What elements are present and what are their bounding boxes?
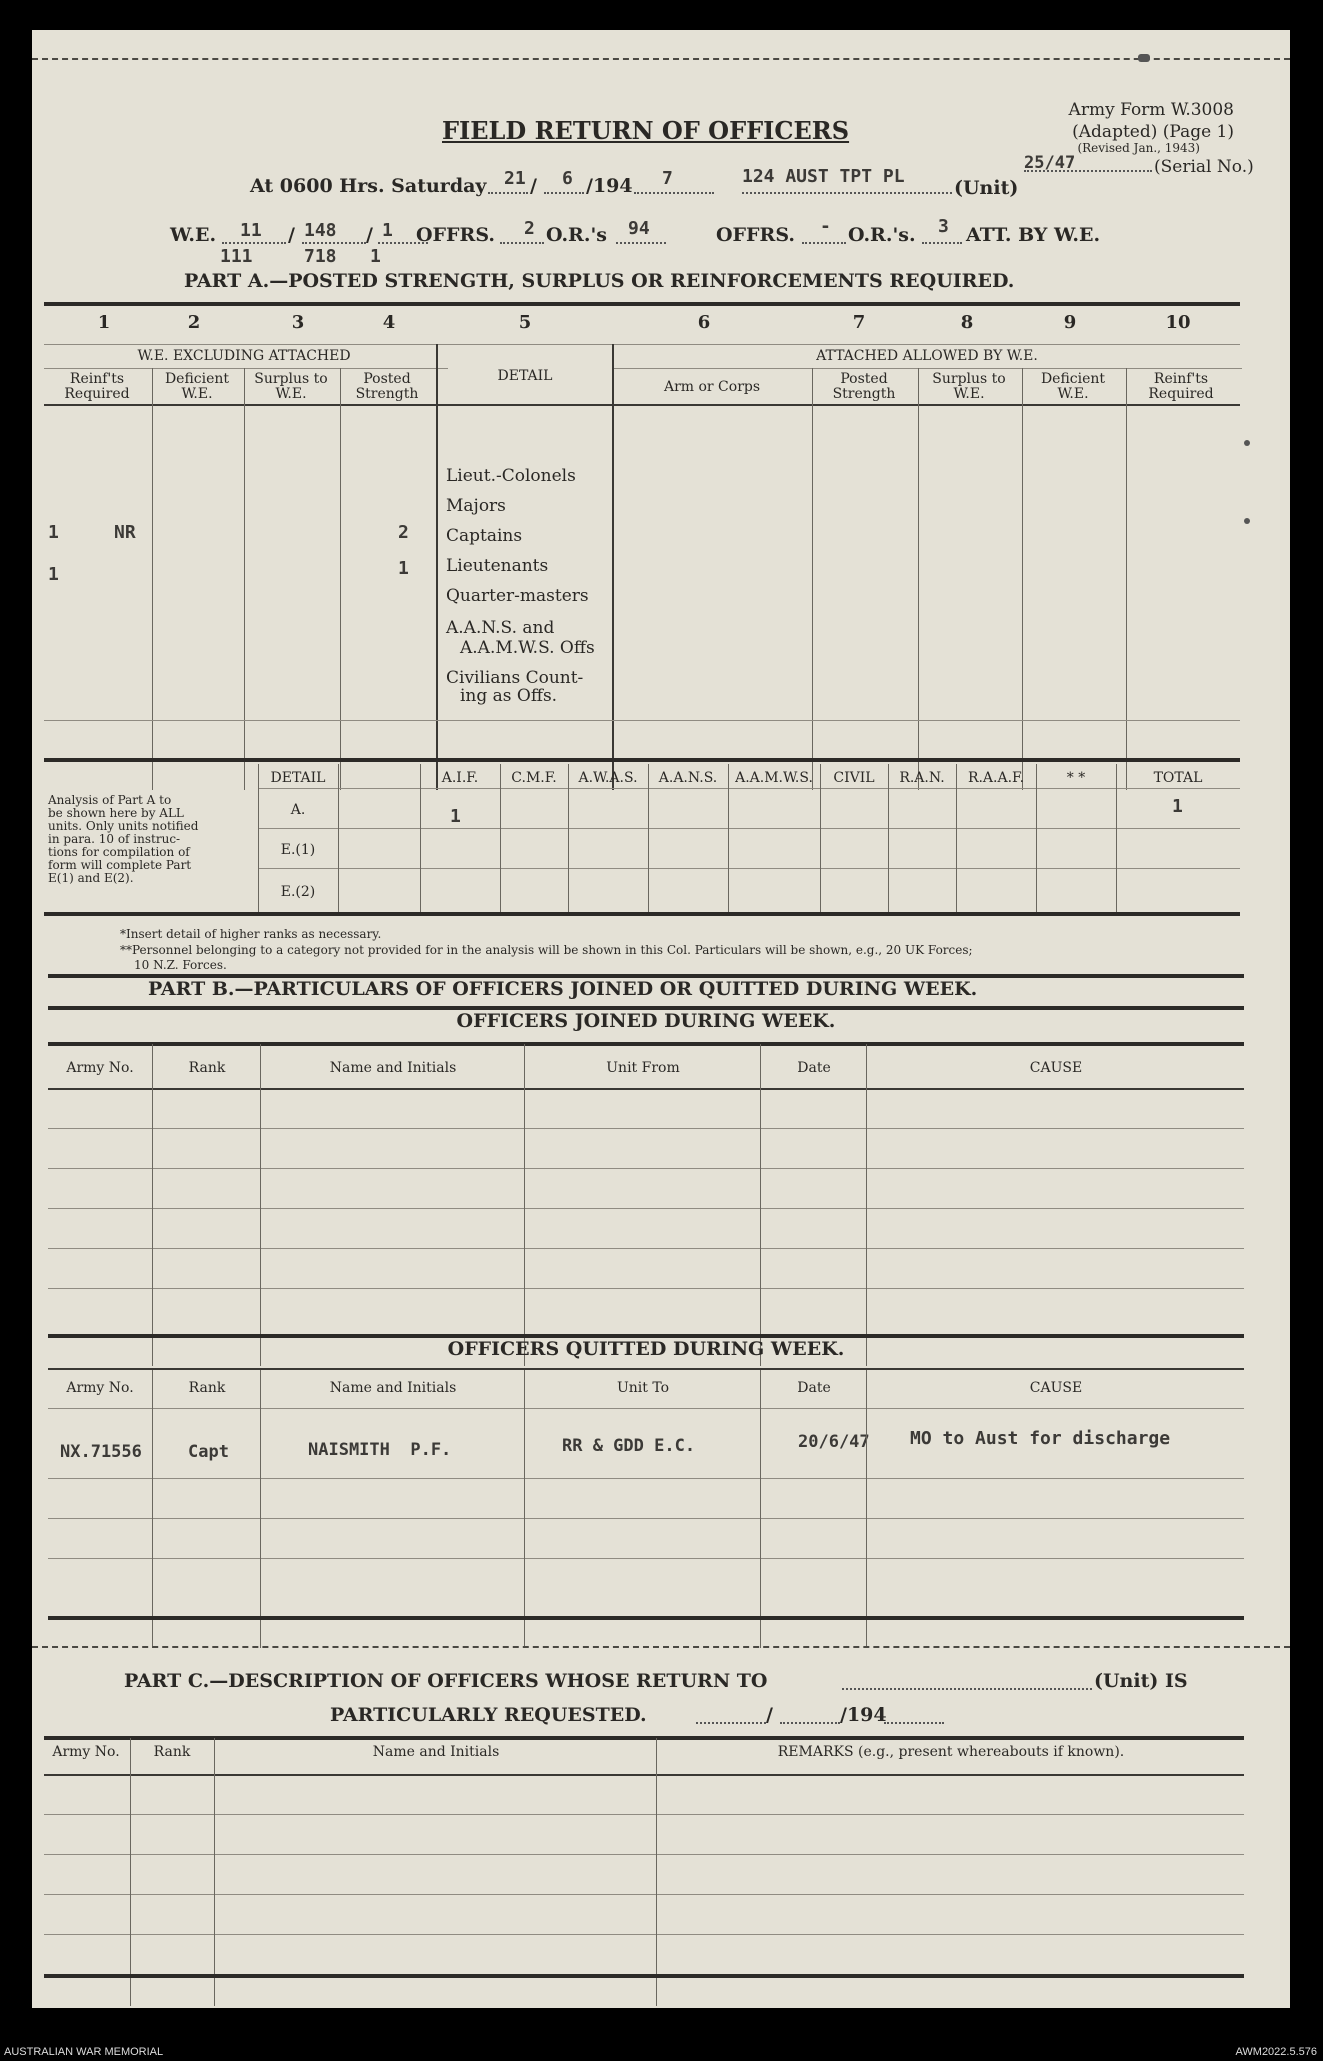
part-a-title: PART A.—POSTED STRENGTH, SURPLUS OR REINFORCEMENTS REQUIRED.: [184, 270, 1015, 292]
middle-perforation: [32, 1646, 1290, 1648]
quitted-date: 20/6/47: [798, 1432, 870, 1452]
part-c-title-c: PARTICULARLY REQUESTED.: [330, 1704, 647, 1726]
year-dots: [634, 176, 714, 194]
ors-value: 94: [628, 218, 650, 239]
punch-hole-2: [1244, 518, 1250, 524]
quitted-title: OFFICERS QUITTED DURING WEEK.: [447, 1338, 845, 1360]
we-sub1: 111: [220, 246, 253, 267]
lieutenants-posted: 1: [398, 558, 409, 579]
quitted-army-no: NX.71556: [60, 1442, 142, 1462]
form-page: Army Form W.3008 (Adapted) (Page 1) (Revised Jan., 1943) 25/47 (Serial No.) FIELD RETURN OF OFFICERS At 0600 Hrs. Saturday 21 / 6 /194 7 124 AUST TPT PL (Unit) W.E. 11 / 148 / 1 111 718 1 OFFRS. 2 O.R.'s 94 OFFRS. - O.R.'s. 3 ATT. BY W.E. PART A.—POSTED STRENGTH, SURPLUS OR REINFORCEMENTS REQUIRED. 1 2 3 4 5 6 7 8 9 10 W.E. EXCLUDING ATTACHED ATTACHED ALLOWED BY W.E. DETAIL Reinf'ts Required Deficient W.E. Surplus to W.E. Posted Strength Arm or Corps Posted Strength Surplus to W.E. Deficient W.E. Reinf'ts Required Lieut.-Colonels Majors Captains Lieutenants Quarter-masters A.A.N.S. and A.A.M.W.S. Offs Civilians Count- ing as Offs. 1 NR 2 1 1 Analysis of Part A to be shown here by ALL units. Only units notified in para. 10 of instruc- tions for compilation of form will complete Part E(1) and E(2). DETAIL A.I.F. C.M.F. A.W.A.S. A.A.N.S. A.A.M.W.S. CIVIL R.A.N. R.A.A.F. * * TOTAL A. E.(1) E.(2) 1 1 *Insert detail of higher ranks as necessary. **Personnel belonging to a category not provided for in the analysis will be shown in this Col. Particulars will be shown, e.g., 20 UK Forces; 10 N.Z. Forces. PART B.—PARTICULARS OF OFFICERS JOINED OR QUITTED DURING WEEK. OFFICERS JOINED DURING WEEK. Army No. Rank Name and Initials Unit From Date CAUSE OFFICERS QUITTED DURING WEEK. Army No. Rank Name and Initials Unit To Date CAUSE NX.71556 Capt NAISMITH P.F. RR & GDD E.C. 20/6/47 MO to Aust for discharge PART C.—DESCRIPTION OF OFFICERS WHOSE RETURN TO (Unit) IS PARTICULARLY REQUESTED. / /194 Army No. Rank Name and Initials REMARKS (e.g., present whereabouts if known).: [32, 30, 1290, 2008]
form-id-line2: (Adapted) (Page 1): [1072, 122, 1234, 142]
analysis-aif-a: 1: [450, 806, 461, 827]
part-c-title-b: (Unit) IS: [1094, 1670, 1188, 1692]
page-title: FIELD RETURN OF OFFICERS: [442, 116, 850, 145]
rank-majors: Majors: [446, 496, 506, 516]
offrs2-value: -: [820, 216, 831, 237]
we-sub2: 718: [304, 246, 337, 267]
offrs-value: 2: [524, 218, 535, 239]
unit-value: 124 AUST TPT PL: [742, 166, 905, 187]
footer-left: AUSTRALIAN WAR MEMORIAL: [4, 2046, 164, 2058]
part-c-title-a: PART C.—DESCRIPTION OF OFFICERS WHOSE RETURN TO: [124, 1670, 768, 1692]
group-left-header: W.E. EXCLUDING ATTACHED: [137, 348, 351, 364]
hdr-surplus-r: Surplus to W.E.: [932, 371, 1006, 402]
quitted-name: NAISMITH P.F.: [308, 1440, 452, 1460]
form-id-line1: Army Form W.3008: [1068, 100, 1234, 120]
hdr-arm-corps: Arm or Corps: [663, 379, 761, 395]
we-sub3: 1: [370, 246, 381, 267]
detail-header: DETAIL: [497, 368, 553, 384]
we1-value: 11: [240, 220, 262, 241]
footnote-3: 10 N.Z. Forces.: [134, 958, 227, 972]
rank-aans: A.A.N.S. and: [446, 618, 555, 638]
footnote-1: *Insert detail of higher ranks as necessary.: [120, 927, 382, 941]
captains-deficient: NR: [114, 522, 136, 543]
analysis-total-a: 1: [1172, 796, 1183, 817]
serial-value: 25/47: [1024, 153, 1076, 173]
year-suffix: 7: [662, 168, 673, 189]
we3-value: 1: [382, 220, 393, 241]
top-perforation: [32, 58, 1290, 60]
rank-civilians-2: ing as Offs.: [460, 686, 558, 706]
offrs2-label: OFFRS.: [716, 224, 795, 246]
joined-title: OFFICERS JOINED DURING WEEK.: [456, 1010, 836, 1032]
quitted-cause: MO to Aust for discharge: [910, 1428, 1171, 1449]
quitted-unit: RR & GDD E.C.: [562, 1436, 696, 1456]
punch-hole-3: [1138, 54, 1150, 62]
at-label: At 0600 Hrs. Saturday: [250, 175, 487, 197]
year-prefix: /194: [586, 175, 633, 197]
hdr-deficient: Deficient W.E.: [164, 371, 230, 402]
rank-ltcol: Lieut.-Colonels: [446, 466, 576, 486]
serial-dots: [1024, 158, 1152, 172]
month-value: 6: [562, 168, 573, 189]
form-id-line3: (Revised Jan., 1943): [1077, 141, 1200, 155]
part-b-title: PART B.—PARTICULARS OF OFFICERS JOINED OR QUITTED DURING WEEK.: [148, 978, 978, 1000]
we2-value: 148: [304, 220, 337, 241]
hdr-posted-r: Posted Strength: [832, 371, 896, 402]
day-value: 21: [504, 168, 526, 189]
group-right-header: ATTACHED ALLOWED BY W.E.: [816, 348, 1038, 364]
we-label: W.E.: [170, 224, 217, 246]
offrs-label: OFFRS.: [416, 224, 495, 246]
part-c-title-d: /194: [840, 1704, 887, 1726]
footnote-2: **Personnel belonging to a category not provided for in the analysis will be shown in this Col. Particulars will be shown, e.g., 20 UK Forces;: [120, 943, 973, 957]
quitted-rank: Capt: [188, 1442, 229, 1462]
rank-civilians: Civilians Count-: [446, 668, 584, 688]
rank-qm: Quarter-masters: [446, 586, 589, 606]
hdr-reinf-r: Reinf'ts Required: [1148, 371, 1214, 402]
serial-label: (Serial No.): [1154, 157, 1254, 177]
unit-label: (Unit): [954, 177, 1019, 199]
hdr-reinf: Reinf'ts Required: [64, 371, 130, 402]
ors-label: O.R.'s: [546, 224, 607, 246]
footer-right: AWM2022.5.576: [1235, 2046, 1317, 2058]
part-c-unit-dots: [842, 1672, 1092, 1690]
hdr-deficient-r: Deficient W.E.: [1040, 371, 1106, 402]
unit-dots: [742, 176, 952, 194]
ors2-value: 3: [938, 216, 949, 237]
punch-hole-1: [1244, 440, 1250, 446]
rank-aamws: A.A.M.W.S. Offs: [460, 638, 595, 658]
rank-lieutenants: Lieutenants: [446, 556, 549, 576]
hdr-posted: Posted Strength: [355, 371, 419, 402]
captains-reinf: 1: [48, 522, 59, 543]
ors2-label: O.R.'s.: [848, 224, 916, 246]
rank-captains: Captains: [446, 526, 523, 546]
lieutenants-reinf: 1: [48, 564, 59, 585]
hdr-surplus: Surplus to W.E.: [254, 371, 328, 402]
att-label: ATT. BY W.E.: [966, 224, 1101, 246]
captains-posted: 2: [398, 522, 409, 543]
